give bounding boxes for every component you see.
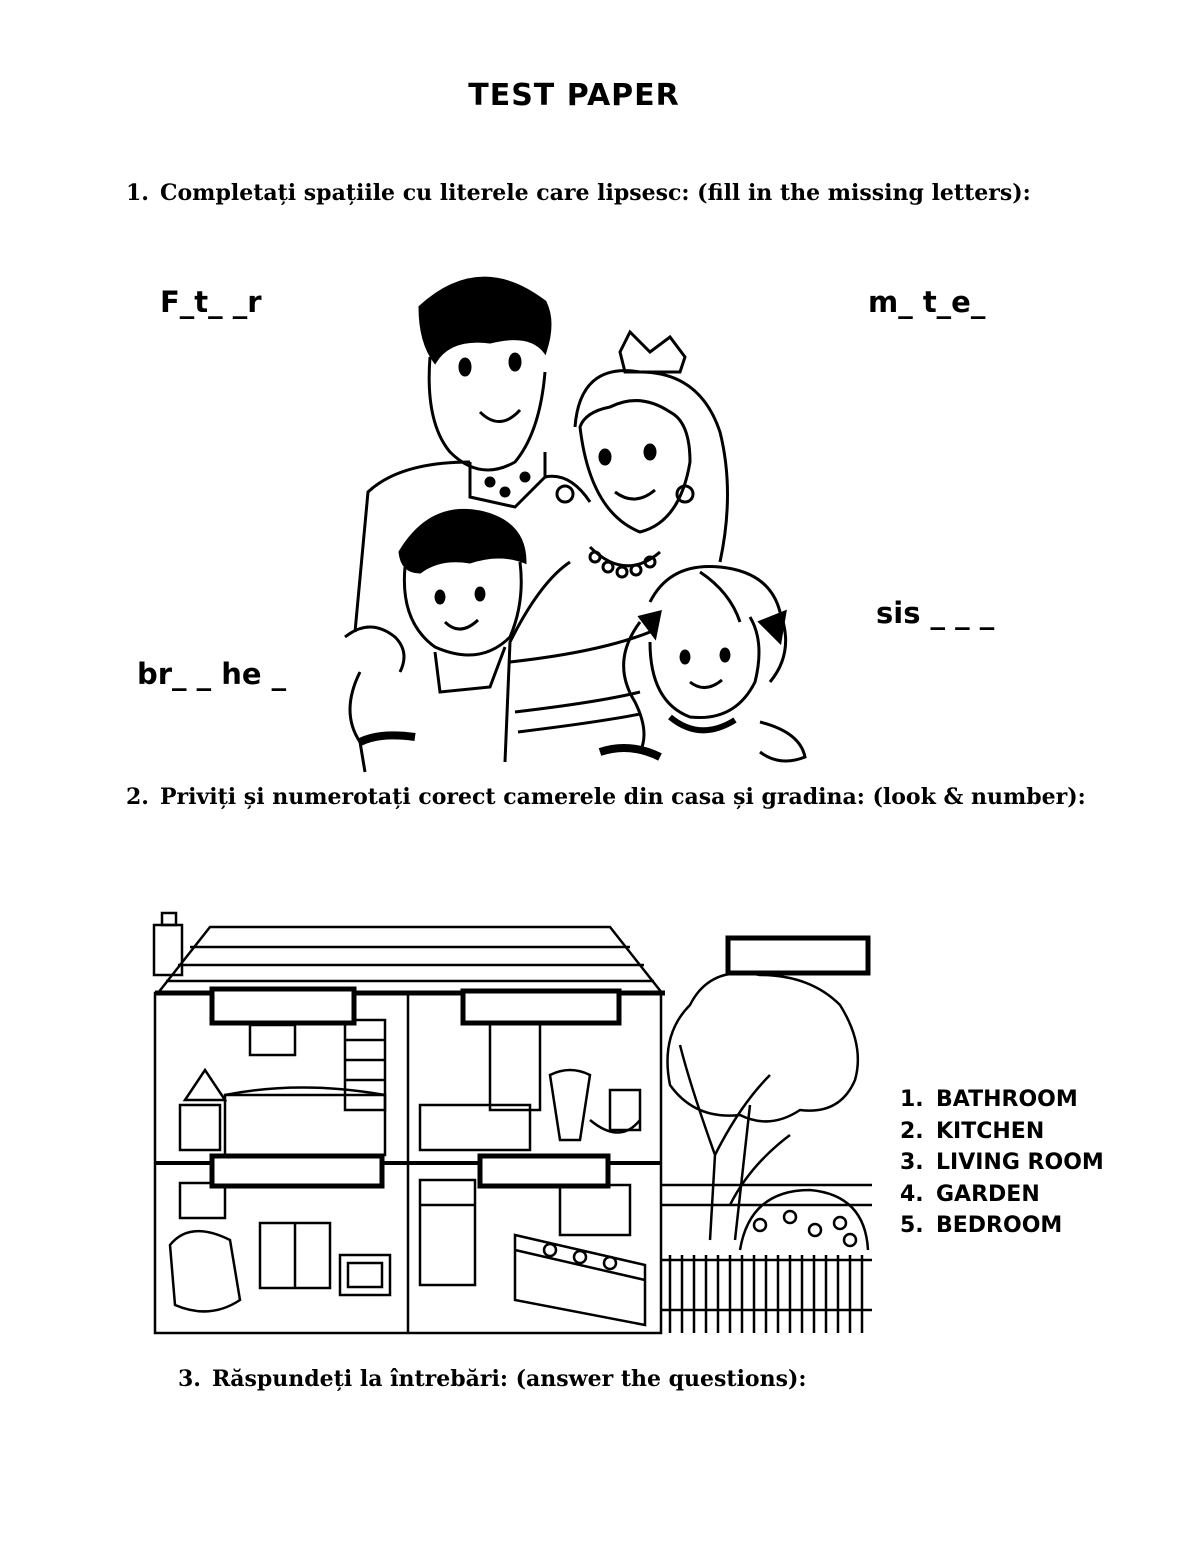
- list-item: 3. LIVING ROOM: [900, 1150, 1104, 1175]
- word-father: F_t_ _r: [160, 285, 262, 319]
- word-sister: sis _ _ _: [876, 596, 995, 630]
- question-3: [178, 1366, 807, 1392]
- label-box-kitchen: [480, 1156, 608, 1186]
- label-box-bedroom: [212, 989, 354, 1023]
- page-title: TEST PAPER: [468, 78, 680, 113]
- list-item: 5. BEDROOM: [900, 1213, 1063, 1238]
- question-1-number: 1.: [126, 180, 149, 206]
- list-item: 1. BATHROOM: [900, 1087, 1078, 1112]
- question-1: [126, 180, 1031, 206]
- word-mother: m_ t_e_: [868, 285, 986, 319]
- question-1-text: Completați spațiile cu literele care lipsesc: (fill in the missing letters):: [160, 180, 1031, 206]
- question-2-number: 2.: [126, 784, 149, 810]
- label-box-bathroom: [463, 991, 619, 1023]
- label-box-living-room: [212, 1156, 382, 1186]
- word-brother: br_ _ he _: [137, 657, 287, 691]
- list-item: 4. GARDEN: [900, 1181, 1040, 1207]
- question-3-text: Răspundeți la întrebări: (answer the questions):: [212, 1366, 807, 1392]
- question-2-text: Priviți și numerotați corect camerele din casa și gradina: (look & number):: [160, 784, 1086, 810]
- question-2: [126, 784, 1086, 810]
- question-3-number: 3.: [178, 1366, 201, 1392]
- house-illustration: [150, 905, 872, 1343]
- family-illustration: [340, 262, 820, 777]
- rooms-list: [900, 1084, 1104, 1242]
- label-box-garden: [728, 938, 868, 973]
- list-item: 2. KITCHEN: [900, 1118, 1045, 1144]
